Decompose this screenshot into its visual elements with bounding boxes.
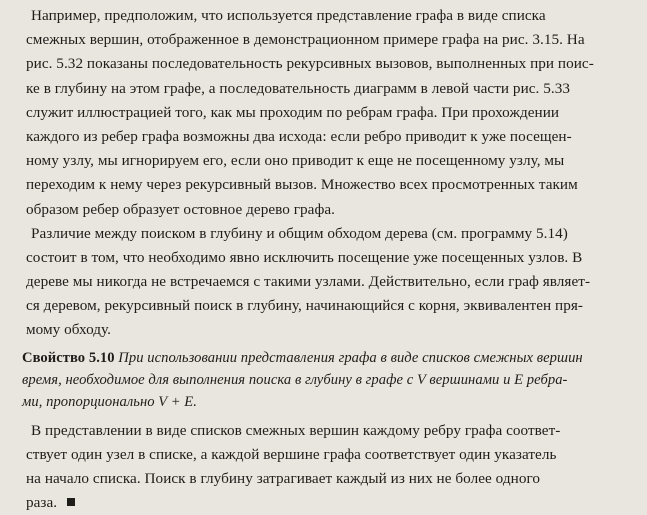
text-line: на начало списка. Поиск в глубину затрагивает каждый из них не более одного	[26, 470, 541, 487]
text-line: В представлении в виде списков смежных вершин каждому ребру графа соответ-	[31, 421, 561, 439]
paragraph-dfs-example	[26, 4, 633, 222]
paragraph-proof	[26, 419, 633, 515]
paragraph-tree-traversal	[26, 222, 633, 343]
text-line: ному узлу, мы игнорируем его, если оно приводит к еще не посещенному узлу, мы	[26, 152, 565, 170]
text-line: мому обходу.	[26, 321, 112, 339]
text-line: раза.	[26, 494, 58, 512]
text-line: Различие между поиском в глубину и общим обходом дерева (см. программу 5.14)	[31, 224, 568, 242]
text-line: Например, предположим, что используется представление графа в виде списка	[31, 7, 546, 24]
text-line: ствует один узел в списке, а каждой вершине графа соответствует один указатель	[26, 445, 557, 463]
text-line: служит иллюстрацией того, как мы проходим по ребрам графа. При прохождении	[26, 103, 560, 121]
text-line: ке в глубину на этом графе, а последовательность диаграмм в левой части рис. 5.33	[26, 79, 571, 97]
property-text: время, необходимое для выполнения поиска в глубину в графе с V вершинами и E ребра-	[22, 371, 568, 388]
text-line: каждого из ребер графа возможны два исхода: если ребро приводит к уже посещен-	[26, 127, 572, 145]
text-line: состоит в том, что необходимо явно исключить посещение уже посещенных узлов. В	[26, 248, 583, 266]
text-line: ся деревом, рекурсивный поиск в глубину, начинающийся с корня, эквивалентен пря-	[26, 297, 584, 315]
property-text: ми, пропорционально V + E.	[22, 393, 197, 410]
text-line: образом ребер образует остовное дерево графа.	[26, 200, 335, 218]
text-line: смежных вершин, отображенное в демонстрационном примере графа на рис. 3.15. На	[26, 31, 585, 49]
text-line: дереве мы никогда не встречаемся с такими узлами. Действительно, если граф являет-	[26, 273, 591, 291]
text-line: рис. 5.32 показаны последовательность рекурсивных вызовов, выполненных при поис-	[26, 55, 594, 73]
property-statement	[22, 347, 633, 413]
property-label: Свойство 5.10	[22, 349, 115, 366]
property-text: При использовании представления графа в виде списков смежных вершин	[118, 349, 583, 366]
end-of-proof-square-icon	[67, 498, 75, 506]
text-line: переходим к нему через рекурсивный вызов. Множество всех просмотренных таким	[26, 176, 578, 194]
